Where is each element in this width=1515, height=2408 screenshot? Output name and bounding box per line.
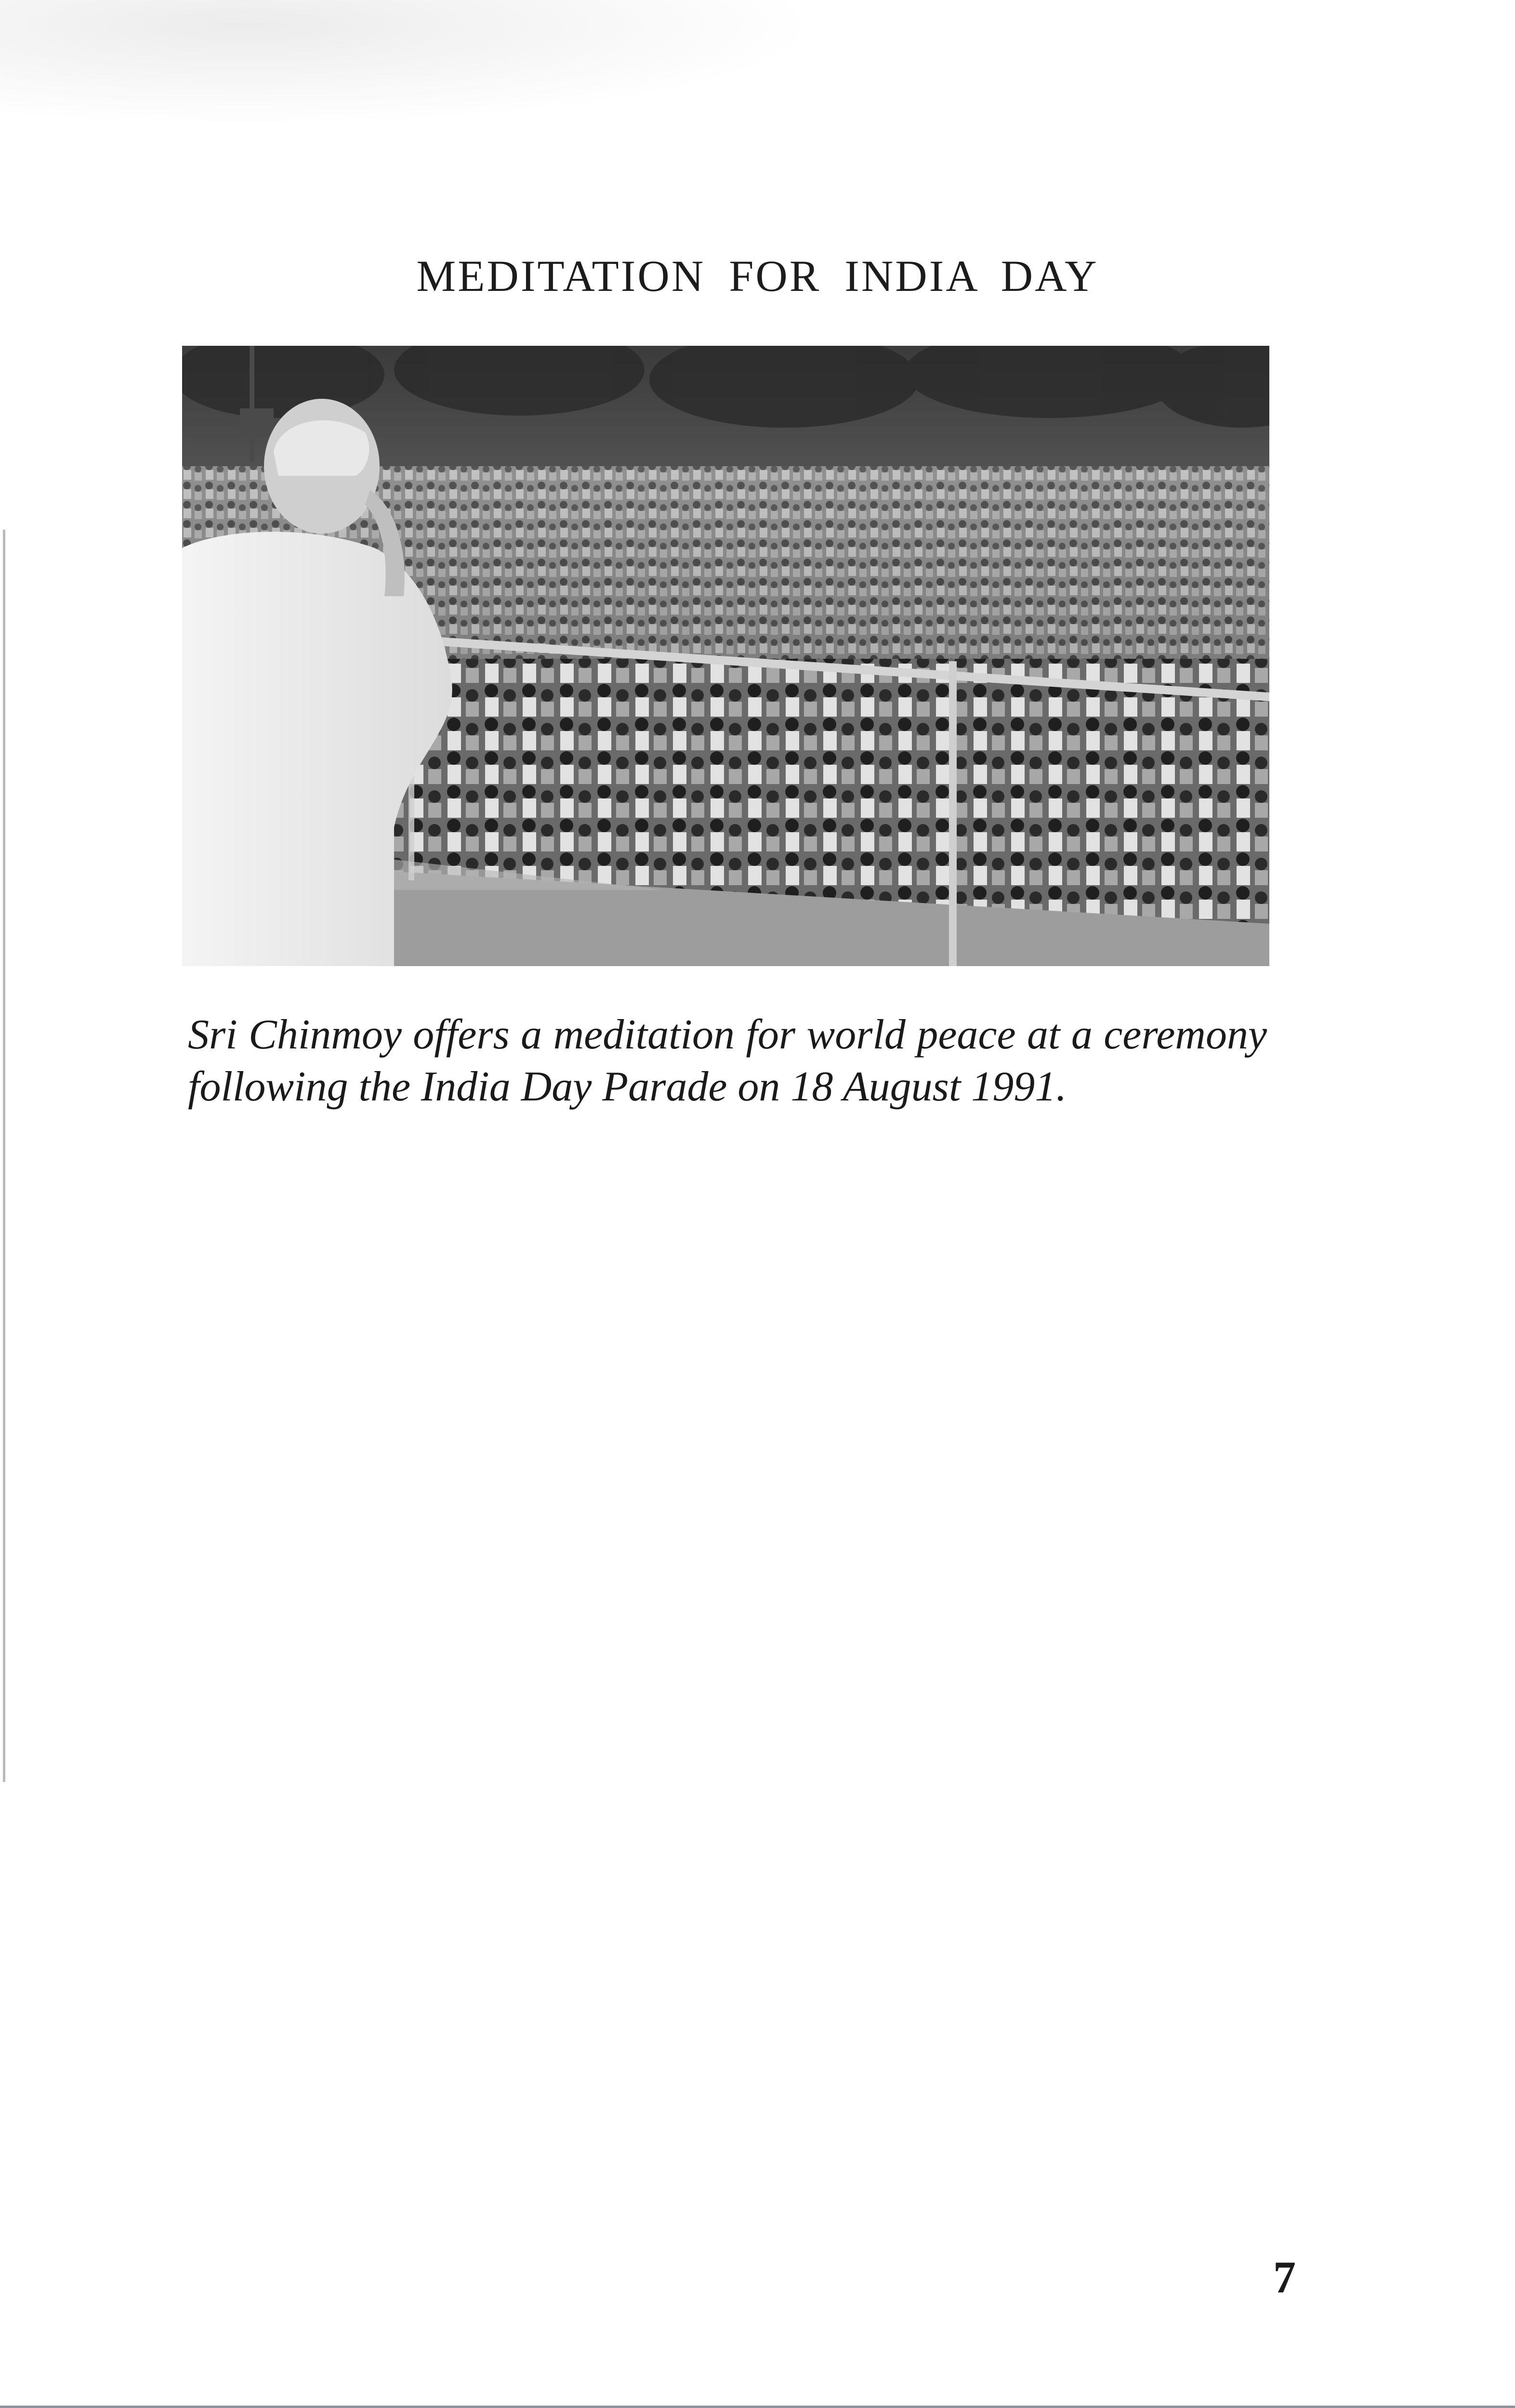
photo-illustration [182,346,1269,966]
page-number: 7 [1273,2252,1296,2303]
bottom-bar [0,2406,1515,2408]
photo-caption: Sri Chinmoy offers a meditation for world peace at a ceremony following the India Day Parade on 18 August 1991. [188,1011,1267,1110]
page-title: MEDITATION FOR INDIA DAY [416,251,1099,301]
scan-smudge [0,0,819,125]
photograph [182,346,1269,966]
scan-left-edge [3,530,5,1782]
